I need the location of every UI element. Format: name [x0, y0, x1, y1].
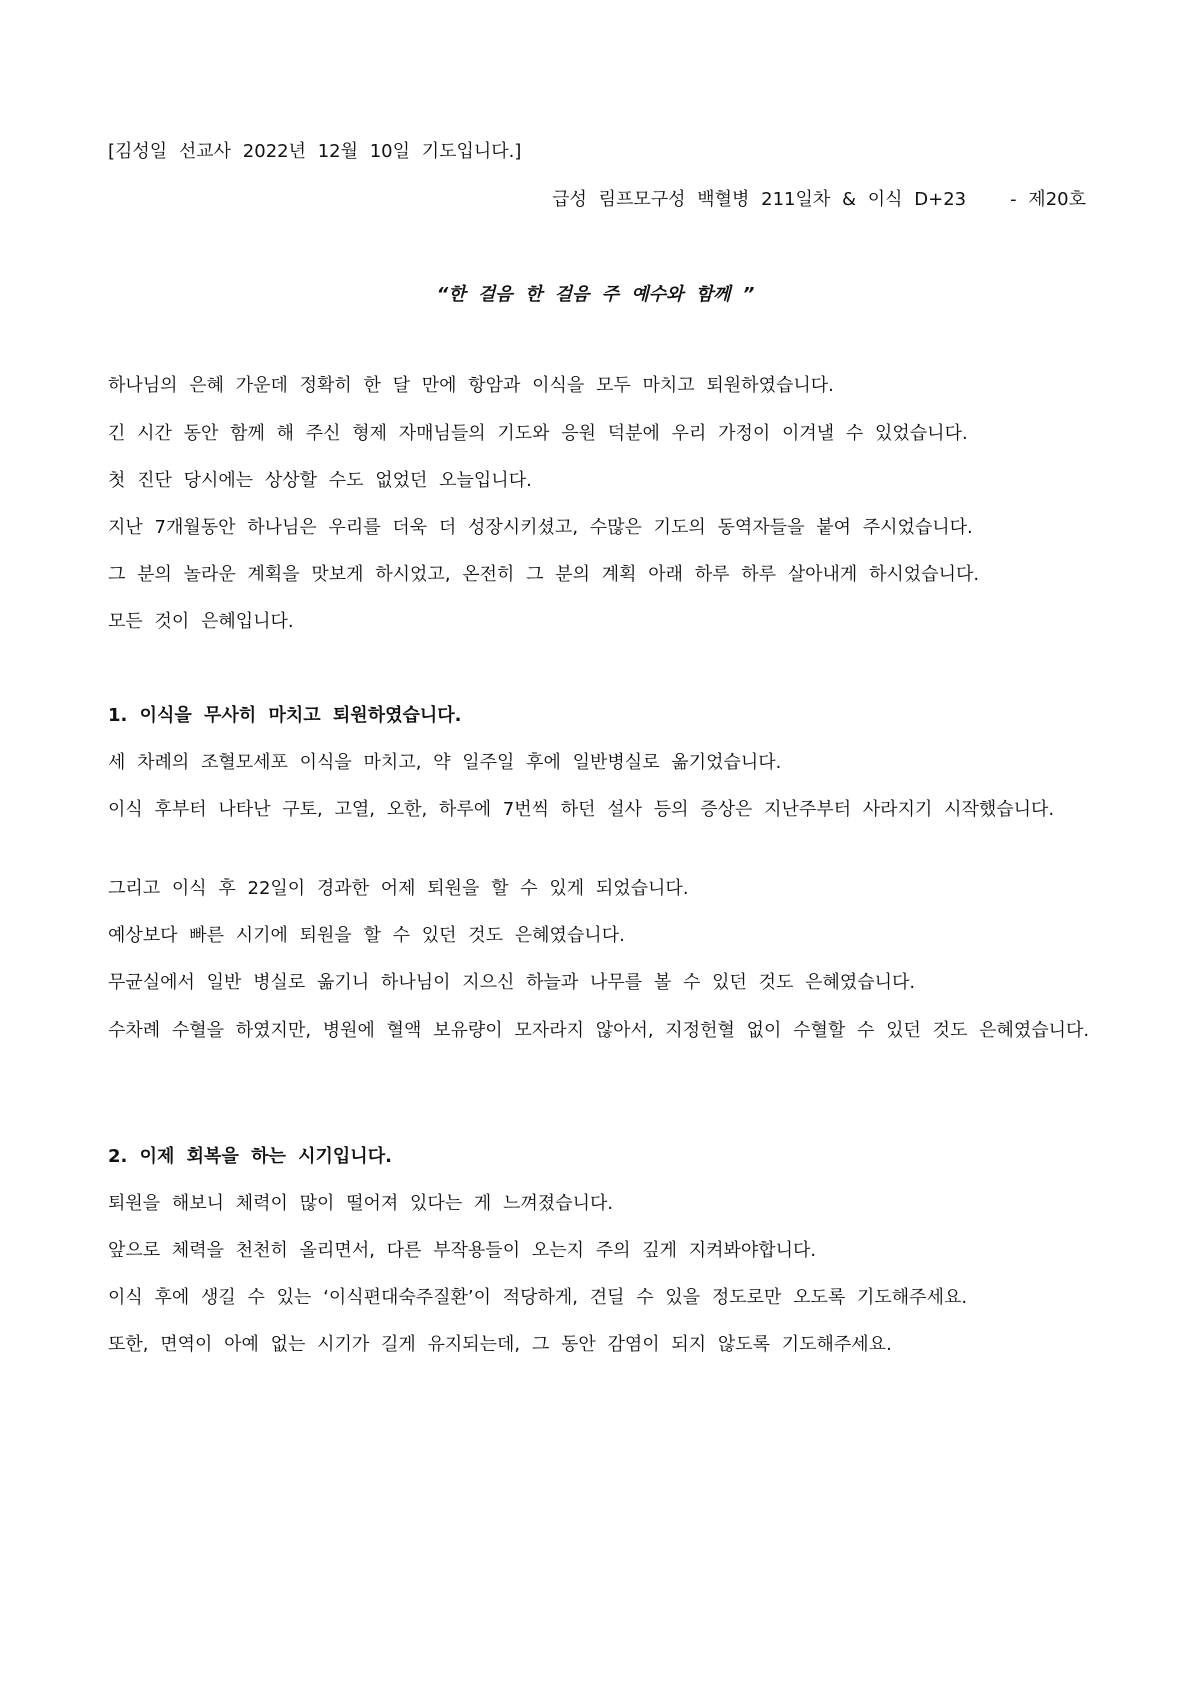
- section-1-line: 이식 후부터 나타난 구토, 고열, 오한, 하루에 7번씩 하던 설사 등의 증상은 지난주부터 사라지기 시작했습니다.: [108, 799, 1055, 820]
- section-1-line: 수차례 수혈을 하였지만, 병원에 혈액 보유량이 모자라지 않아서, 지정헌혈 없이 수혈할 수 있던 것도 은혜였습니다.: [108, 1020, 1090, 1041]
- status-line: [552, 187, 1086, 213]
- section-1-line: 무균실에서 일반 병실로 옮기니 하나님이 지으신 하늘과 나무를 볼 수 있던 것도 은혜였습니다.: [108, 972, 916, 993]
- issue-number: - 제20호: [1010, 189, 1086, 210]
- section-2-line: 이식 후에 생길 수 있는 ‘이식편대숙주질환’이 적당하게, 견딜 수 있을 정도로만 오도록 기도해주세요.: [108, 1287, 968, 1308]
- status-text: 급성 림프모구성 백혈병 211일차 & 이식 D+23: [552, 189, 967, 210]
- section-1-line: 예상보다 빠른 시기에 퇴원을 할 수 있던 것도 은혜였습니다.: [108, 925, 625, 946]
- intro-line: 모든 것이 은혜입니다.: [108, 611, 294, 632]
- section-1-line: 세 차례의 조혈모세포 이식을 마치고, 약 일주일 후에 일반병실로 옮기었습니다.: [108, 752, 782, 773]
- intro-line: 첫 진단 당시에는 상상할 수도 없었던 오늘입니다.: [108, 470, 532, 491]
- intro-line: 지난 7개월동안 하나님은 우리를 더욱 더 성장시키셨고, 수많은 기도의 동역자들을 붙여 주시었습니다.: [108, 517, 973, 538]
- section-1-line: 그리고 이식 후 22일이 경과한 어제 퇴원을 할 수 있게 되었습니다.: [108, 878, 689, 899]
- page-title: “한 걸음 한 걸음 주 예수와 함께 ”: [436, 284, 755, 305]
- section-1-heading: 1. 이식을 무사히 마치고 퇴원하였습니다.: [108, 705, 462, 726]
- intro-line: 그 분의 놀라운 계획을 맛보게 하시었고, 온전히 그 분의 계획 아래 하루 하루 살아내게 하시었습니다.: [108, 564, 980, 585]
- intro-line: 하나님의 은혜 가운데 정확히 한 달 만에 항암과 이식을 모두 마치고 퇴원하였습니다.: [108, 375, 834, 396]
- section-2-line: 퇴원을 해보니 체력이 많이 떨어져 있다는 게 느껴졌습니다.: [108, 1193, 614, 1214]
- section-2-heading: 2. 이제 회복을 하는 시기입니다.: [108, 1146, 392, 1167]
- intro-line: 긴 시간 동안 함께 해 주신 형제 자매님들의 기도와 응원 덕분에 우리 가정이 이겨낼 수 있었습니다.: [108, 423, 968, 444]
- date-line: [김성일 선교사 2022년 12월 10일 기도입니다.]: [108, 141, 522, 162]
- section-2-line: 또한, 면역이 아예 없는 시기가 길게 유지되는데, 그 동안 감염이 되지 않도록 기도해주세요.: [108, 1334, 892, 1355]
- section-2-line: 앞으로 체력을 천천히 올리면서, 다른 부작용들이 오는지 주의 깊게 지켜봐야합니다.: [108, 1240, 817, 1261]
